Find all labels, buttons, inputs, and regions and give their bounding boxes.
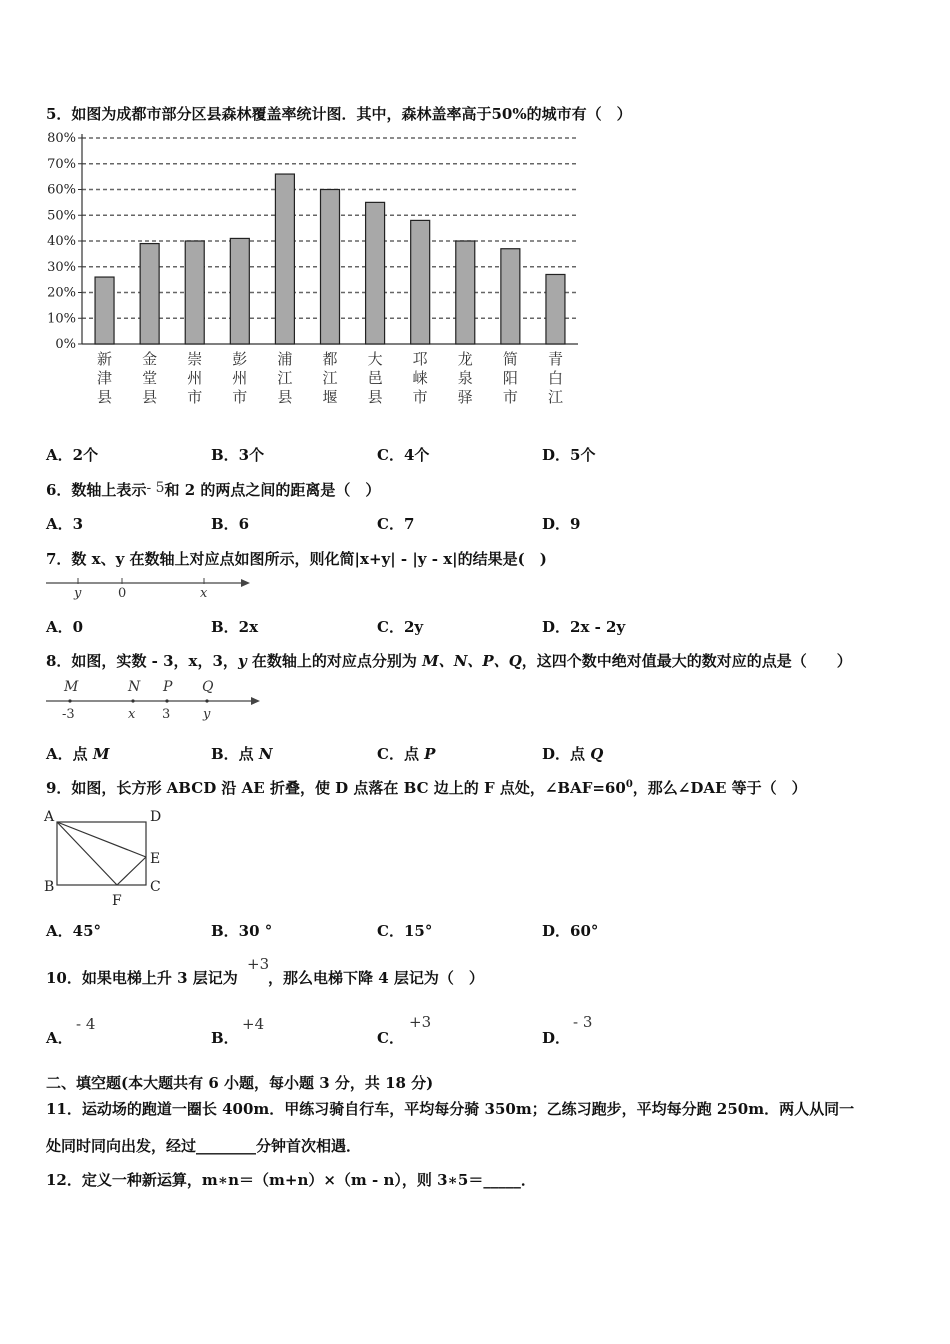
x-tick-label-char: 泉 [457,369,473,387]
x-tick-label-char: 崃 [412,369,428,387]
q7-label-zero: 0 [118,586,127,601]
q5-option-a: A．2个 [46,446,99,464]
arrow-right-icon [241,579,250,587]
x-tick-label-char: 驿 [457,388,473,406]
q9-stem-part-a: 9．如图，长方形 ABCD 沿 AE 折叠，使 D 点落在 BC 边上的 F 点处，∠BAF=60 [46,779,626,797]
q9-vertex-c: C [150,879,161,895]
q10-option-c-value: +3 [409,1013,432,1031]
q9-vertex-a: A [44,809,55,825]
forest-coverage-chart [40,128,600,418]
x-tick-label-char: 市 [412,388,428,406]
q8-label-q: Q [202,679,214,695]
q8-option-d-label: D．点 [542,745,591,763]
q5-option-d: D．5个 [542,446,596,464]
x-tick-label-char: 堂 [142,369,158,387]
x-tick-label-char: 津 [97,369,113,387]
q8-value-p: 3 [162,707,171,722]
x-tick-label-char: 白 [547,369,563,387]
x-tick-label-char: 崇 [187,350,203,368]
q8-point-m [68,699,71,702]
x-tick-label-char: 邛 [412,350,428,368]
q10-option-a: A． [46,1029,73,1047]
y-tick-label: 30% [47,259,76,275]
q8-point-n [131,699,134,702]
q6-option-c: C．7 [377,515,415,533]
x-tick-label-char: 县 [367,388,383,406]
bar-新津县 [95,277,114,344]
q10-option-b-value: +4 [242,1015,265,1033]
q9-vertex-f: F [112,893,122,909]
q8-option-b-label: B．点 [211,745,259,763]
q9-stem-part-b: ，那么∠DAE 等于（ ） [632,779,807,797]
q10-stem-value: +3 [247,955,270,973]
x-tick-label-char: 都 [322,350,338,368]
x-tick-label-char: 市 [232,388,248,406]
bar-金堂县 [140,244,159,344]
x-tick-label-char: 大 [367,350,383,368]
x-tick-label-char: 浦 [277,350,293,368]
q8-point-p [165,699,168,702]
x-tick-label-char: 龙 [457,350,473,368]
q7-option-d: D．2x - 2y [542,618,626,636]
q5-option-c: C．4个 [377,446,430,464]
bar-邛崃市 [411,220,430,344]
q7-option-c: C．2y [377,618,424,636]
q9-vertex-e: E [150,851,161,867]
q6-stem-part-a: 6．数轴上表示 [46,481,147,499]
q8-number-line [44,676,266,724]
q9-line-fe [117,857,146,885]
q8-option-a [46,743,109,764]
q6-value: - 5 [146,480,165,496]
x-tick-label-char: 县 [277,388,293,406]
q8-value-n: x [128,707,136,722]
x-tick-label-char: 州 [232,369,248,387]
q8-option-a-point: M [92,745,110,763]
bar-崇州市 [185,241,204,344]
q8-option-b-point: N [258,745,273,763]
bar-简阳市 [501,249,520,344]
q10-option-b: B． [211,1029,239,1047]
q5-stem: 5．如图为成都市部分区县森林覆盖率统计图．其中，森林盖率高于50%的城市有（ ） [46,105,632,123]
q9-vertex-b: B [44,879,55,895]
q8-stem [46,650,852,671]
q12-stem: 12．定义一种新运算，m∗n＝（m+n）×（m - n），则 3∗5＝_____． [46,1171,536,1189]
y-tick-label: 60% [47,182,76,198]
q8-label-p: P [163,679,173,695]
q8-option-d-point: Q [590,745,604,763]
x-tick-label-char: 县 [142,388,158,406]
y-tick-label: 70% [47,156,76,172]
q9-fold-line-ae [57,822,146,857]
bar-青白江 [546,274,565,344]
q8-value-m: -3 [62,707,75,722]
y-tick-label: 40% [47,234,76,249]
q6-option-a: A．3 [46,515,84,533]
q8-option-d [542,743,603,764]
x-tick-label-char: 江 [322,369,338,387]
x-tick-label-char: 金 [142,350,158,368]
bar-都江堰 [321,190,340,345]
q8-label-m: M [64,679,79,695]
q8-stem-part-b: 在数轴上的对应点分别为 [246,652,423,670]
x-tick-label-char: 州 [187,369,203,387]
q9-line-af [57,822,117,885]
x-tick-label-char: 县 [97,388,113,406]
q8-value-q: y [203,707,211,722]
q8-option-b [211,743,273,764]
q8-stem-part-c: ，这四个数中绝对值最大的数对应的点是（ ） [521,652,852,670]
q5-option-b: B．3个 [211,446,265,464]
q11-line-1: 11．运动场的跑道一圈长 400m．甲练习骑自行车，平均每分骑 350m；乙练习跑步，平均每分跑 250m．两人从同一 [46,1100,855,1118]
x-tick-label-char: 江 [547,388,563,406]
q8-option-a-label: A．点 [46,745,93,763]
x-tick-label-char: 新 [97,350,113,368]
q8-option-c-point: P [424,745,436,763]
q9-option-d: D．60° [542,922,599,940]
q7-option-a: A．0 [46,618,84,636]
y-tick-label: 10% [47,311,76,327]
y-tick-label: 20% [47,285,76,301]
q10-stem-part-b: ，那么电梯下降 4 层记为（ ） [268,969,484,987]
q7-label-y: y [74,586,82,601]
x-tick-label-char: 邑 [367,369,383,387]
q11-line-2: 处同时同向出发，经过________分钟首次相遇． [46,1137,362,1155]
y-tick-label: 80% [47,131,76,146]
q9-rectangle-figure [40,805,170,910]
q9-degree-sup: 0 [625,779,633,790]
q10-option-c: C． [377,1029,404,1047]
q8-option-c [377,743,435,764]
x-tick-label-char: 堰 [322,388,338,406]
q7-option-b: B．2x [211,618,259,636]
y-tick-label: 0% [55,337,76,352]
q10-option-d-value: - 3 [573,1013,593,1031]
q9-option-a: A．45° [46,922,102,940]
x-tick-label-char: 市 [187,388,203,406]
q9-option-b: B．30 ° [211,922,273,940]
q8-label-n: N [128,679,141,695]
x-tick-label-char: 青 [547,350,563,368]
q6-option-b: B．6 [211,515,250,533]
q8-stem-points: M、N、P、Q [422,652,522,670]
q9-option-c: C．15° [377,922,433,940]
bar-大邑县 [366,202,385,344]
bar-彭州市 [230,238,249,344]
q6-stem [46,479,380,500]
q8-stem-y: y [237,652,247,670]
section-2-title: 二、填空题(本大题共有 6 小题，每小题 3 分，共 18 分) [46,1074,434,1092]
q7-number-line [44,574,254,602]
q9-stem [46,777,807,798]
q10-option-a-value: - 4 [76,1015,96,1033]
q10-stem-part-a: 10．如果电梯上升 3 层记为 [46,969,238,987]
bar-龙泉驿 [456,241,475,344]
bar-浦江县 [275,174,294,344]
q8-stem-part-a: 8．如图，实数 - 3，x，3， [46,652,238,670]
q10-option-d: D． [542,1029,571,1047]
q6-stem-part-b: 和 2 的两点之间的距离是（ ） [164,481,381,499]
q9-vertex-d: D [150,809,162,825]
q7-label-x: x [200,586,208,601]
y-tick-label: 50% [47,208,76,224]
arrow-right-icon [251,697,260,705]
q7-stem: 7．数 x、y 在数轴上对应点如图所示，则化简|x+y| - |y - x|的结果是( ) [46,550,547,568]
x-tick-label-char: 简 [502,350,518,368]
q8-point-q [205,699,208,702]
x-tick-label-char: 江 [277,369,293,387]
q8-option-c-label: C．点 [377,745,425,763]
x-tick-label-char: 市 [502,388,518,406]
q9-rectangle [57,822,146,885]
x-tick-label-char: 彭 [232,350,248,368]
x-tick-label-char: 阳 [502,369,518,387]
q6-option-d: D．9 [542,515,581,533]
